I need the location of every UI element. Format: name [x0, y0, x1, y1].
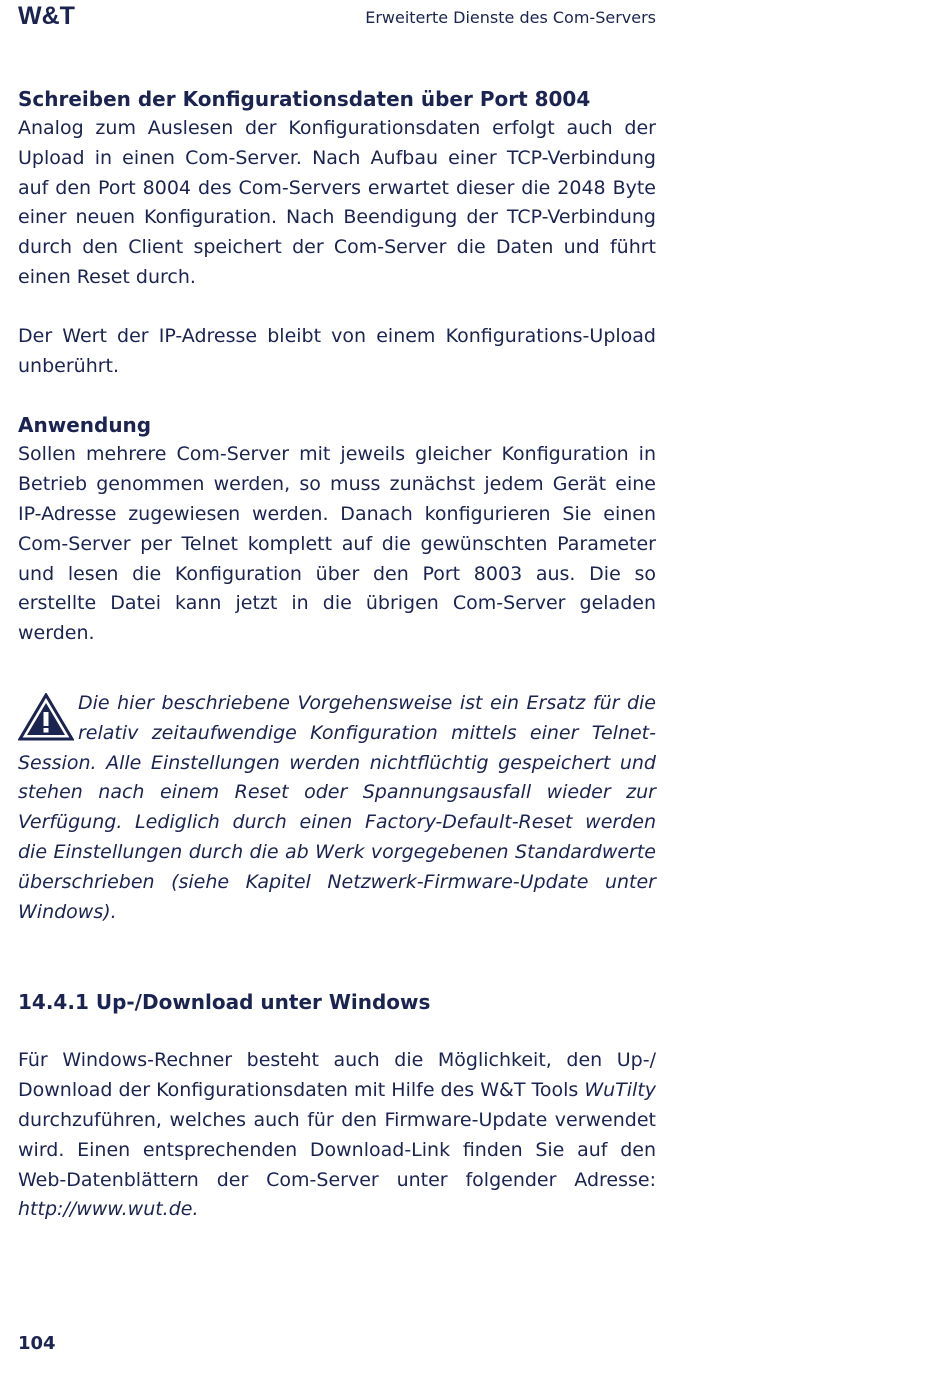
windows-text-part1: Für Windows-Rechner besteht auch die Möglichkeit, den Up-/ Download der Konfigurationsdaten mit Hilfe des W&T Tools [18, 1049, 656, 1102]
warning-note [18, 689, 656, 927]
ip-address-paragraph: Der Wert der IP-Adresse bleibt von einem Konfigurations-Upload unberührt. [18, 324, 656, 377]
upload-paragraph: Analog zum Auslesen der Konfigurationsdaten erfolgt auch der Upload in einen Com-Server. Nach Aufbau einer TCP-Verbindung auf den Port 8004 des Com-Servers erwartet dieser die 2048 Byte einer neuen Konfiguration. Nach Beendigung der TCP-Verbindung durch den Client speichert der Com-Server die Daten und führt einen Reset durch. [18, 117, 656, 288]
section-heading-windows: 14.4.1 Up-/Download unter Windows [18, 990, 431, 1015]
page-content [18, 84, 656, 1225]
warning-text: Die hier beschriebene Vorgehensweise ist ein Ersatz für die relativ zeitaufwendige Konfiguration mittels einer Telnet-Session. Alle Einstellungen werden nichtflüchtig gespeichert und stehen nach einem Reset oder Spannungsausfall wieder zur Verfügung. Lediglich durch einen Factory-Default-Reset werden die Einstellungen durch die ab Werk vorgegebenen Standardwerte überschrieben (siehe Kapitel Netzwerk-Firmware-Update unter Windows). [18, 691, 656, 923]
website-link[interactable]: http://www.wut.de. [18, 1198, 199, 1221]
tool-name: WuTilty [584, 1079, 657, 1102]
page-number: 104 [18, 1333, 56, 1354]
windows-text-part2: durchzuführen, welches auch für den Firmware-Update verwendet wird. Einen entsprechenden Download-Link finden Sie auf den Web-Datenblättern der Com-Server unter folgender Adresse: [18, 1108, 656, 1191]
section-heading-application: Anwendung [18, 413, 152, 438]
windows-paragraph [18, 1046, 656, 1225]
section-heading-upload: Schreiben der Konfigurationsdaten über Port 8004 [18, 87, 591, 111]
application-paragraph: Sollen mehrere Com-Server mit jeweils gleicher Konfiguration in Betrieb genommen werden, so muss zunächst jedem Gerät eine IP-Adresse zugewiesen werden. Danach konfigurieren Sie einen Com-Server per Telnet komplett auf die gewünschten Parameter und lesen die Konfiguration über den Port 8003 aus. Die so erstellte Datei kann jetzt in die übrigen Com-Server geladen werden. [18, 443, 656, 645]
running-header: Erweiterte Dienste des Com-Servers [365, 8, 656, 27]
warning-triangle-icon [18, 693, 74, 741]
brand-logo: W&T [18, 2, 75, 30]
